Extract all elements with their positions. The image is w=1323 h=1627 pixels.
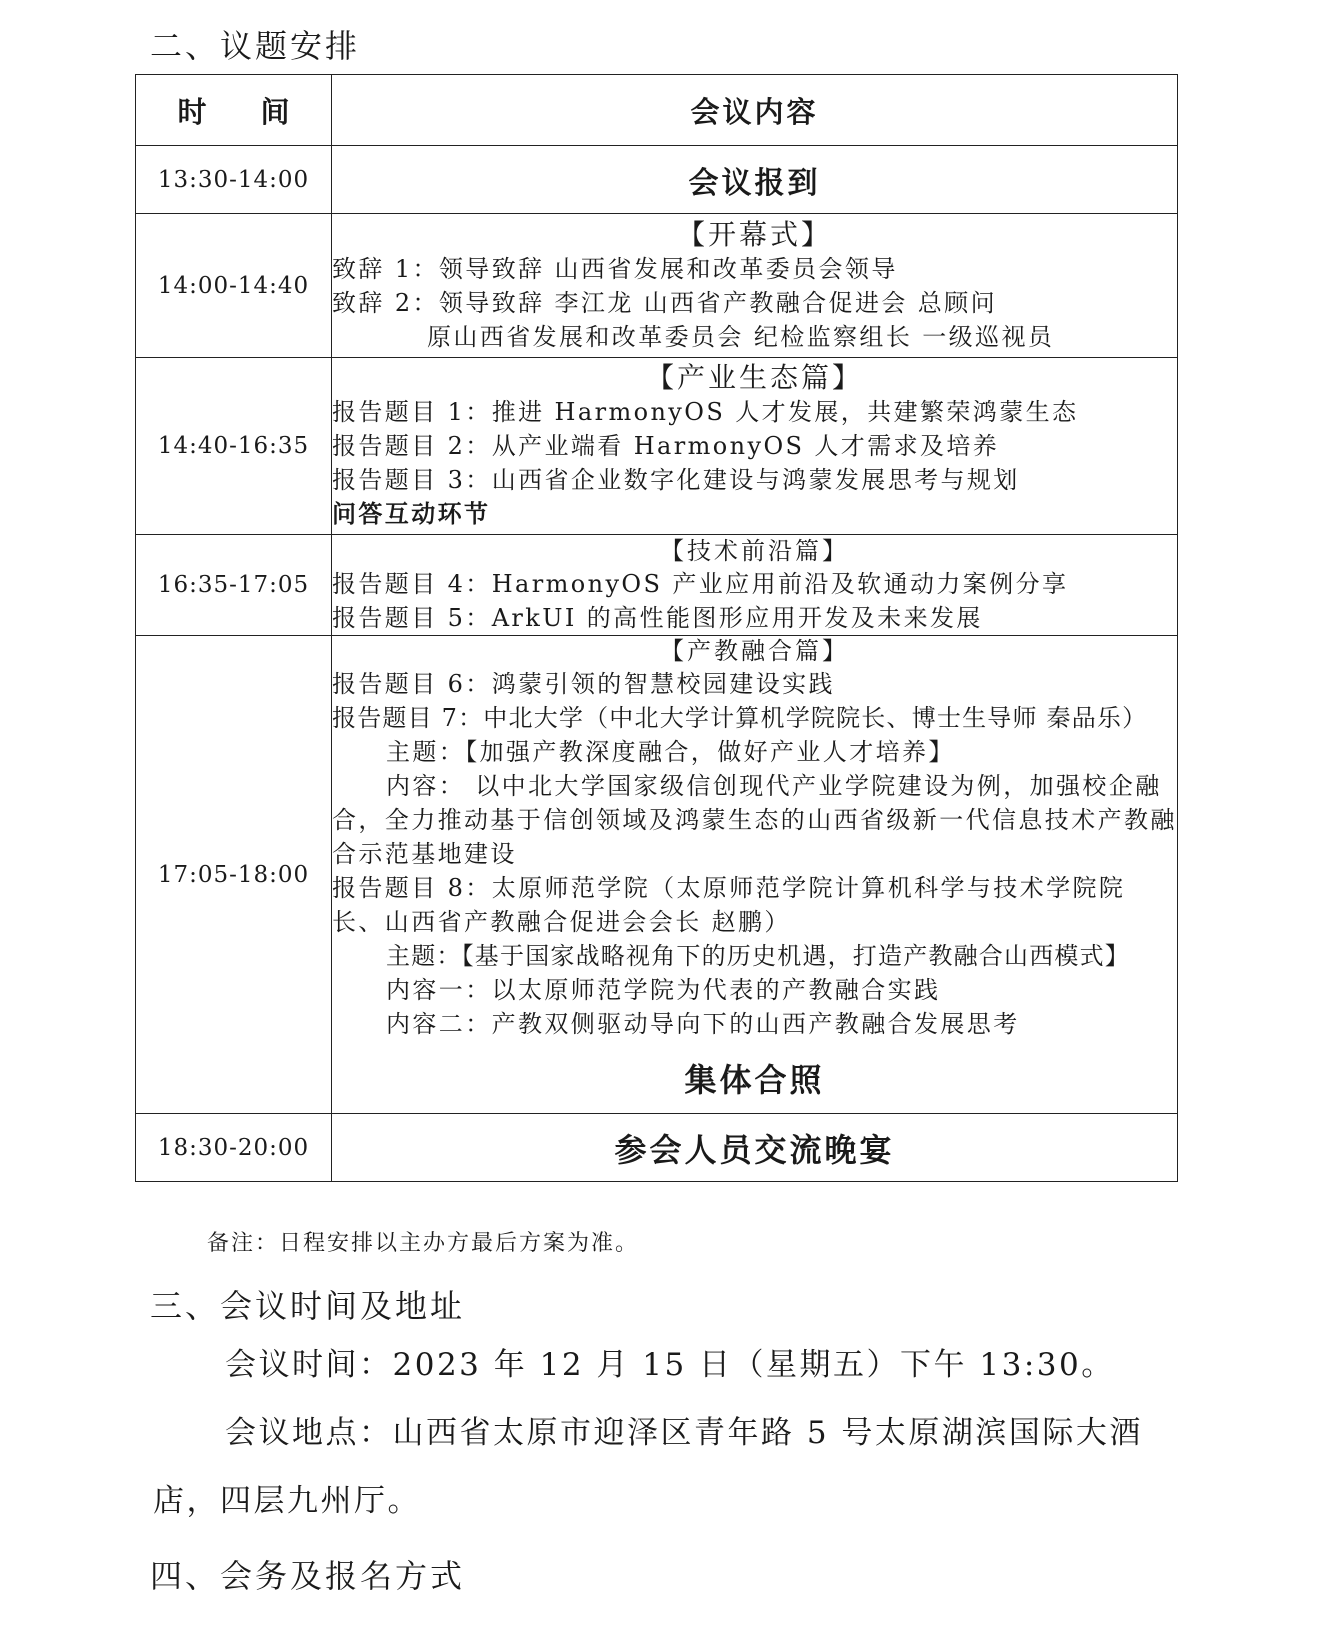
section-heading-time-place: 三、会议时间及地址 bbox=[150, 1287, 466, 1325]
agenda-line: 主题：【基于国家战略视角下的历史机遇，打造产教融合山西模式】 bbox=[386, 942, 1130, 970]
table-row bbox=[136, 1114, 1178, 1182]
agenda-line: 报告题目 3：山西省企业数字化建设与鸿蒙发展思考与规划 bbox=[332, 466, 1020, 494]
row-time: 16:35-17:05 bbox=[136, 535, 332, 636]
agenda-line: 致辞 2：领导致辞 李江龙 山西省产教融合促进会 总顾问 bbox=[332, 288, 997, 317]
table-row bbox=[136, 535, 1178, 636]
header-content: 会议内容 bbox=[332, 75, 1178, 146]
qa-line: 问答互动环节 bbox=[332, 499, 491, 528]
section-title: 【开幕式】 bbox=[676, 217, 832, 251]
meeting-time: 会议时间：2023 年 12 月 15 日（星期五）下午 13:30。 bbox=[225, 1347, 1115, 1383]
table-row bbox=[136, 358, 1178, 535]
meeting-place-cont: 店，四层九州厅。 bbox=[153, 1483, 421, 1519]
agenda-line: 报告题目 4：HarmonyOS 产业应用前沿及软通动力案例分享 bbox=[332, 569, 1069, 598]
table-row bbox=[136, 214, 1178, 358]
table-note: 备注：日程安排以主办方最后方案为准。 bbox=[207, 1231, 640, 1256]
row-title: 参会人员交流晚宴 bbox=[614, 1130, 895, 1169]
agenda-line: 内容一：以太原师范学院为代表的产教融合实践 bbox=[386, 976, 941, 1004]
section-heading-registration: 四、会务及报名方式 bbox=[150, 1557, 466, 1595]
table-header-row bbox=[136, 75, 1178, 146]
row-time: 14:00-14:40 bbox=[136, 214, 332, 358]
row-time: 14:40-16:35 bbox=[136, 358, 332, 535]
header-time: 时 间 bbox=[136, 75, 332, 146]
agenda-line: 报告题目 2：从产业端看 HarmonyOS 人才需求及培养 bbox=[332, 432, 1000, 460]
table-row bbox=[136, 636, 1178, 1114]
section-title: 【产业生态篇】 bbox=[645, 361, 863, 394]
row-title: 会议报到 bbox=[688, 165, 821, 201]
section-title: 【技术前沿篇】 bbox=[660, 536, 849, 565]
agenda-line: 报告题目 8：太原师范学院（太原师范学院计算机科学与技术学院院长、山西省产教融合促进会会长 赵鹏） bbox=[332, 874, 1126, 936]
row-time: 17:05-18:00 bbox=[136, 636, 332, 1114]
agenda-line: 报告题目 7：中北大学（中北大学计算机学院院长、博士生导师 秦品乐） bbox=[332, 704, 1148, 732]
agenda-line: 主题：【加强产教深度融合，做好产业人才培养】 bbox=[386, 738, 955, 766]
agenda-line: 致辞 1：领导致辞 山西省发展和改革委员会领导 bbox=[332, 254, 898, 283]
agenda-line: 内容： 以中北大学国家级信创现代产业学院建设为例，加强校企融合，全力推动基于信创领域及鸿蒙生态的山西省级新一代信息技术产教融合示范基地建设 bbox=[332, 772, 1177, 868]
table-row bbox=[136, 146, 1178, 214]
agenda-line: 报告题目 5：ArkUI 的高性能图形应用开发及未来发展 bbox=[332, 603, 983, 632]
agenda-line: 原山西省发展和改革委员会 纪检监察组长 一级巡视员 bbox=[427, 322, 1055, 351]
row-time: 18:30-20:00 bbox=[136, 1114, 332, 1182]
agenda-table bbox=[135, 74, 1178, 1182]
section-heading-agenda: 二、议题安排 bbox=[150, 27, 361, 65]
agenda-line: 报告题目 1：推进 HarmonyOS 人才发展，共建繁荣鸿蒙生态 bbox=[332, 398, 1079, 426]
row-time: 13:30-14:00 bbox=[136, 146, 332, 214]
agenda-line: 内容二：产教双侧驱动导向下的山西产教融合发展思考 bbox=[386, 1010, 1020, 1038]
agenda-line: 报告题目 6：鸿蒙引领的智慧校园建设实践 bbox=[332, 670, 835, 698]
meeting-place: 会议地点：山西省太原市迎泽区青年路 5 号太原湖滨国际大酒 bbox=[225, 1415, 1143, 1451]
group-photo-title: 集体合照 bbox=[684, 1061, 825, 1099]
section-title: 【产教融合篇】 bbox=[660, 637, 849, 665]
